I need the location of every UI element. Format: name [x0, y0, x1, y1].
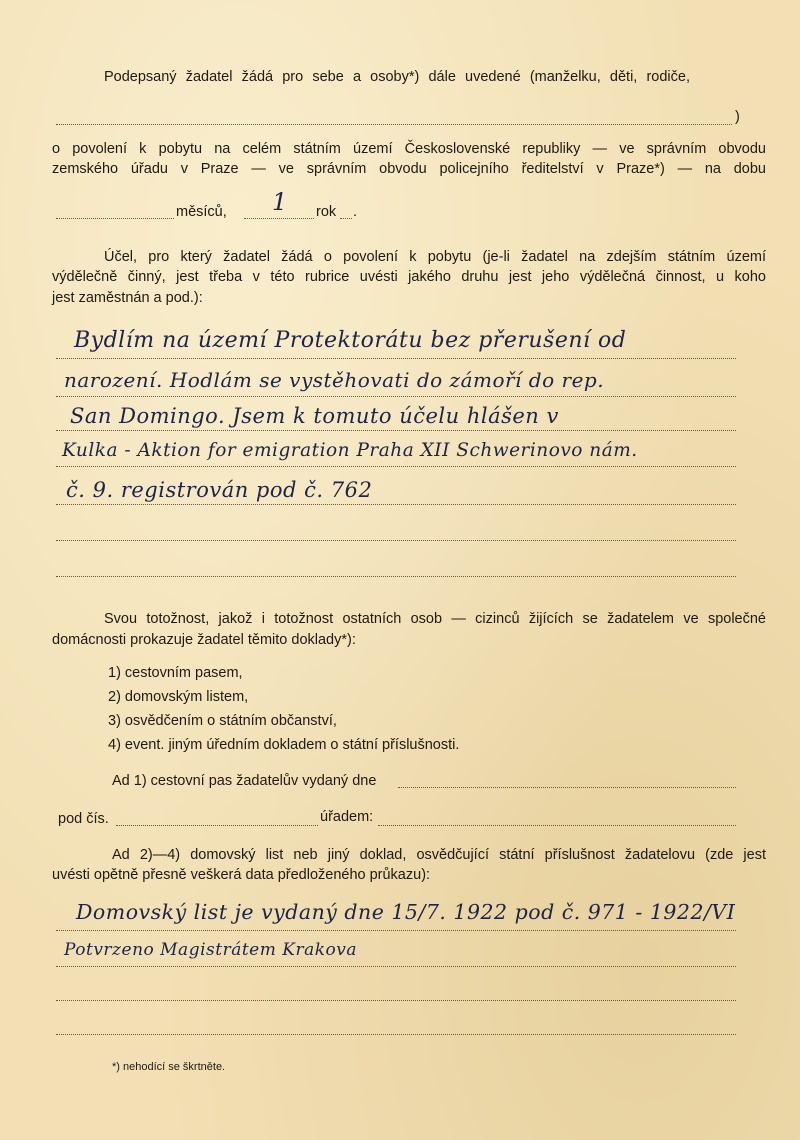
- intro-line-2: o povolení k pobytu na celém státním území Československé republiky — ve správním obvodu: [52, 141, 766, 157]
- purpose-fill-line-6[interactable]: [56, 540, 736, 541]
- identity-item-4: 4) event. jiným úředním dokladem o státní příslušnosti.: [108, 737, 460, 753]
- years-fill-line[interactable]: [244, 218, 314, 219]
- purpose-fill-line-4[interactable]: [56, 466, 736, 467]
- purpose-handwritten-line-3: San Domingo. Jsem k tomuto účelu hlášen v: [70, 404, 559, 428]
- months-fill-line[interactable]: [56, 218, 174, 219]
- persons-fill-line[interactable]: [56, 124, 732, 125]
- years-handwritten-value: 1: [272, 188, 288, 216]
- passport-office-fill-line[interactable]: [378, 825, 736, 826]
- purpose-fill-line-1[interactable]: [56, 358, 736, 359]
- purpose-handwritten-line-1: Bydlím na území Protektorátu bez přerušení od: [74, 328, 627, 353]
- intro-line-1: Podepsaný žadatel žádá pro sebe a osoby*) dále uvedené (manželku, děti, rodiče,: [104, 69, 690, 85]
- passport-date-fill-line[interactable]: [398, 787, 736, 788]
- passport-line-1: Ad 1) cestovní pas žadatelův vydaný dne: [112, 773, 377, 789]
- purpose-line-1: Účel, pro který žadatel žádá o povolení k pobytu (je-li žadatel na zdejším státním území: [104, 249, 766, 265]
- domicile-line-1: Ad 2)—4) domovský list neb jiný doklad, osvědčující státní příslušnost žadatelovu (zde jest: [112, 847, 766, 863]
- passport-number-fill-line[interactable]: [116, 825, 318, 826]
- domicile-handwritten-line-1: Domovský list je vydaný dne 15/7. 1922 pod č. 971 - 1922/VI: [76, 900, 736, 924]
- months-label: měsíců,: [176, 204, 227, 220]
- intro-line-3: zemského úřadu v Praze — ve správním obvodu policejního ředitelství v Praze*) — na dobu: [52, 161, 766, 177]
- purpose-handwritten-line-4: Kulka - Aktion for emigration Praha XII Schwerinovo nám.: [62, 440, 638, 461]
- purpose-fill-line-5[interactable]: [56, 504, 736, 505]
- passport-office-label: úřadem:: [320, 809, 374, 825]
- domicile-fill-line-3[interactable]: [56, 1000, 736, 1001]
- intro-close-paren: ): [735, 109, 740, 125]
- purpose-fill-line-3[interactable]: [56, 430, 736, 431]
- purpose-line-2: výdělečně činný, jest třeba v této rubrice uvésti jakého druhu jest jeho výdělečná činnost, u koho: [52, 269, 766, 285]
- domicile-fill-line-1[interactable]: [56, 930, 736, 931]
- identity-line-2: domácnosti prokazuje žadatel těmito doklady*):: [52, 632, 356, 648]
- duration-end-mark: .: [353, 204, 358, 220]
- domicile-fill-line-4[interactable]: [56, 1034, 736, 1035]
- purpose-fill-line-2[interactable]: [56, 396, 736, 397]
- passport-number-label: pod čís.: [58, 811, 109, 827]
- domicile-fill-line-2[interactable]: [56, 966, 736, 967]
- identity-item-2: 2) domovským listem,: [108, 689, 249, 705]
- purpose-handwritten-line-2: narození. Hodlám se vystěhovati do zámoří do rep.: [64, 368, 605, 392]
- purpose-fill-line-7[interactable]: [56, 576, 736, 577]
- domicile-line-2: uvésti opětně přesně veškerá data předloženého průkazu):: [52, 867, 431, 883]
- identity-line-1: Svou totožnost, jakož i totožnost ostatních osob — cizinců žijících se žadatelem ve společné: [104, 611, 766, 627]
- domicile-handwritten-line-2: Potvrzeno Magistrátem Krakova: [64, 940, 357, 960]
- purpose-handwritten-line-5: č. 9. registrován pod č. 762: [66, 478, 373, 502]
- years-label: rok: [316, 204, 337, 220]
- identity-item-1: 1) cestovním pasem,: [108, 665, 243, 681]
- years-tail-line: [340, 218, 352, 219]
- footnote: *) nehodící se škrtněte.: [112, 1061, 226, 1073]
- purpose-line-3: jest zaměstnán a pod.):: [52, 290, 203, 306]
- identity-item-3: 3) osvědčením o státním občanství,: [108, 713, 337, 729]
